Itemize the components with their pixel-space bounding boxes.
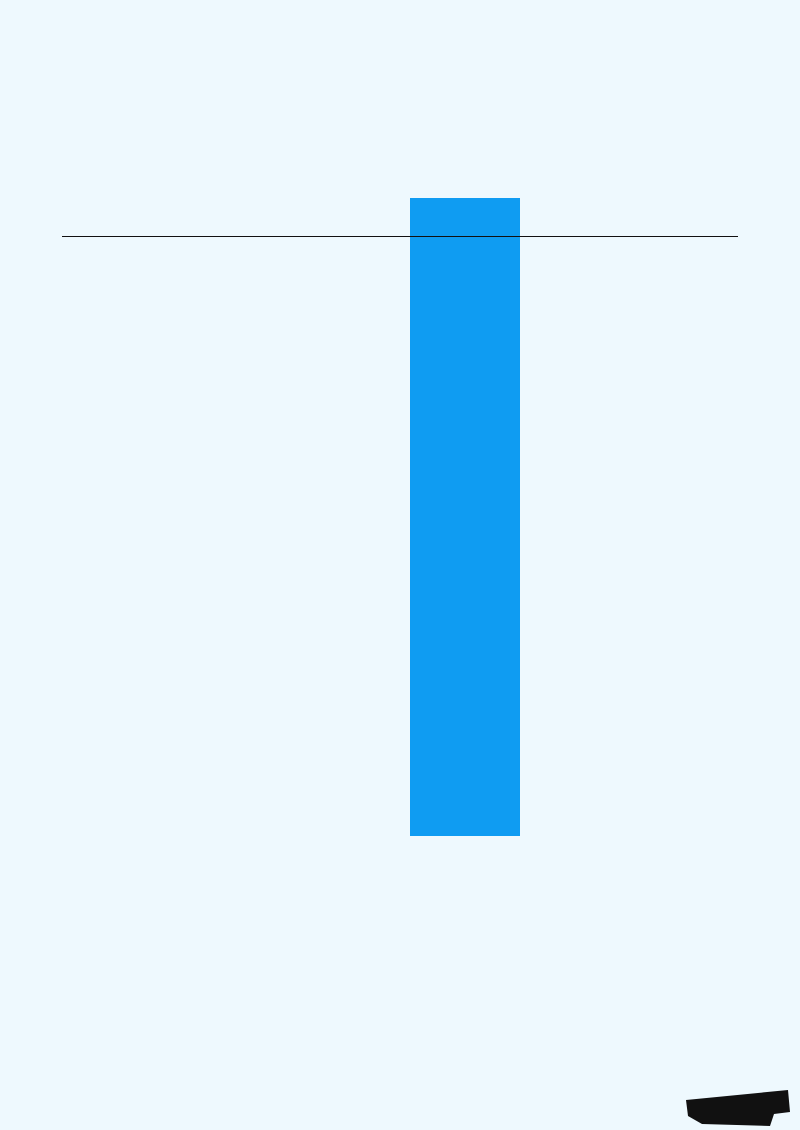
cash-flow-table (62, 216, 738, 237)
asmodee-logo (682, 1086, 794, 1128)
footer (62, 1102, 94, 1113)
top-navigation (62, 42, 740, 62)
highlight-column (410, 198, 520, 836)
table-header (62, 216, 738, 237)
